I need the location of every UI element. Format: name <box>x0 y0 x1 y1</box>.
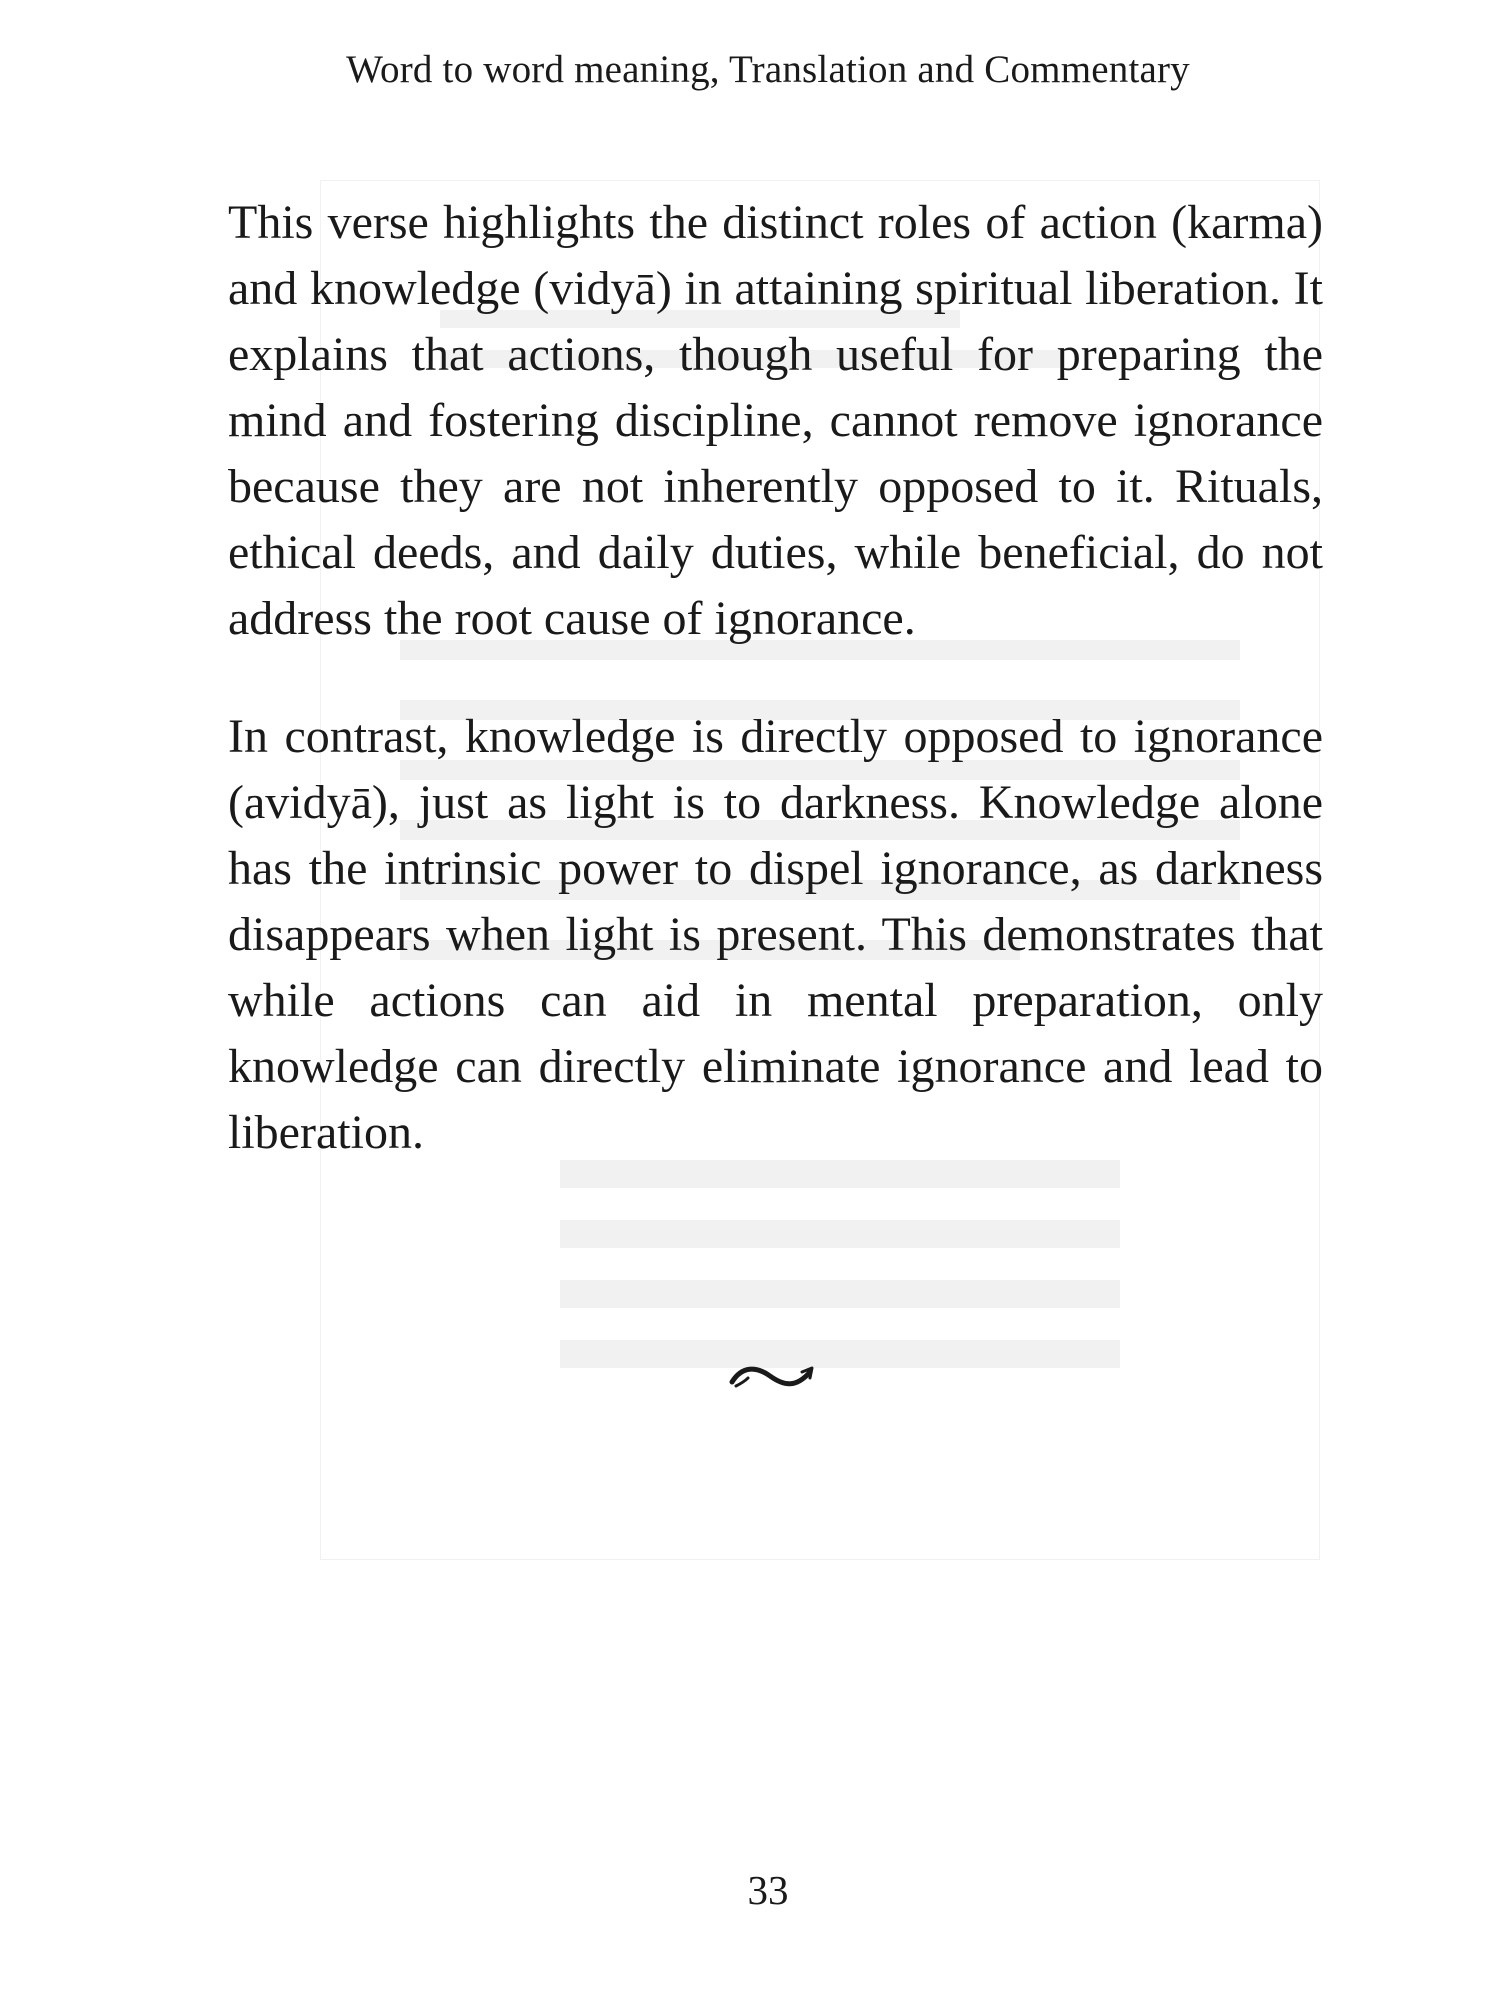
commentary-paragraph-2: In contrast, knowledge is directly opposed to ignorance (avidyā), just as light is to darkness. Knowledge alone has the intrinsic power to dispel ignorance, as darkness disappears when light is present. This demonstrates that while actions can aid in mental preparation, only knowledge can directly eliminate ignorance and lead to liberation. <box>228 710 1323 1159</box>
commentary-paragraph-1: This verse highlights the distinct roles of action (karma) and knowledge (vidyā) in attaining spiritual liberation. It explains that actions, though useful for preparing the mind and fostering discipline, cannot remove ignorance because they are not inherently opposed to it. Rituals, ethical deeds, and daily duties, while beneficial, do not address the root cause of ignorance. <box>228 196 1323 645</box>
page-number: 33 <box>747 1867 789 1913</box>
swash-ornament-icon <box>726 1356 818 1396</box>
commentary-body <box>228 190 1323 1166</box>
running-header: Word to word meaning, Translation and Commentary <box>346 48 1190 91</box>
